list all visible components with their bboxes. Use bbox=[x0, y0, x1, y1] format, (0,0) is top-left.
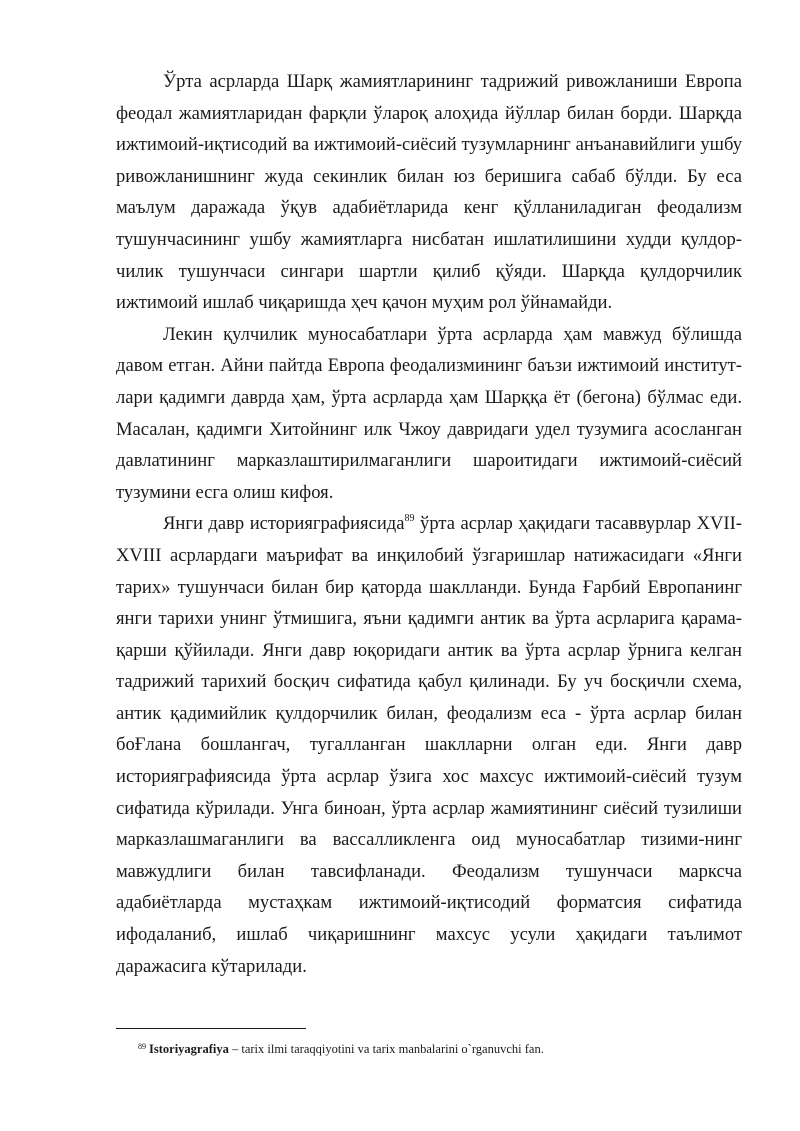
footnote-reference[interactable]: 89 bbox=[404, 513, 415, 525]
paragraph-3 bbox=[116, 508, 742, 982]
paragraph-3-rest: ўрта асрлар ҳақидаги тасаввурлар XVII-XVIII асрлардаги маърифат ва инқилобий ўзгаришлар натижасидаги «Янги тарих» тушунчаси билан бир қаторда шаклланди. Бунда Ғарбий Европанинг янги тарихи унинг ўтмишига, яъни қадимги антик ва ўрта асрларига қарама-қарши қўйилади. Янги давр юқоридаги антик ва ўрта асрлар ўрнига келган тадрижий тарихий босқич сифатида қабул қилинади. Бу уч босқичли схема, антик қадимийлик қулдорчилик билан, феодализм еса - ўрта асрлар билан боҒлана бошлангач, тугалланган шаклларни олган еди. Янги давр историяграфиясида ўрта асрлар ўзига хос махсус ижтимоий-сиёсий тузум сифатида кўрилади. Унга биноан, ўрта асрлар жамиятининг сиёсий тузилиши марказлашмаганлиги ва вассалликленга оид муносабатлар тизими-нинг мавжудлиги билан тавсифланади. Феодализм тушунчаси марксча адабиётларда мустаҳкам ижтимоий-иқтисодий форматсия сифатида ифодаланиб, ишлаб чиқаришнинг махсус усули ҳақидаги таълимот даражасига кўтарилади. bbox=[116, 513, 743, 977]
paragraph-1: Ўрта асрларда Шарқ жамиятларининг тадрижий ривожланиши Европа феодал жамиятларидан фарқли ўлароқ алоҳида йўллар билан борди. Шарқда ижтимоий-иқтисодий ва ижтимоий-сиёсий тузумларнинг анъанавийлиги ушбу ривожланишнинг жуда секинлик билан юз беришига сабаб бўлди. Бу еса маълум даражада ўқув адабиётларида кенг қўлланиладиган феодализм тушунчасининг ушбу жамиятларга нисбатан ишлатилишини худди қулдор-чилик тушунчаси сингари шартли қилиб қўяди. Шарқда қулдорчилик ижтимоий ишлаб чиқаришда ҳеч қачон муҳим рол ўйнамайди. bbox=[116, 71, 742, 314]
footnote-text: – tarix ilmi taraqqiyotini va tarix manbalarini o`rganuvchi fan. bbox=[228, 1042, 544, 1056]
body-text bbox=[116, 66, 742, 982]
paragraph-3-start: Янги давр историяграфиясида bbox=[163, 513, 405, 535]
footnote-separator bbox=[116, 1028, 306, 1029]
footnote bbox=[138, 1039, 738, 1057]
paragraph-2: Лекин қулчилик муносабатлари ўрта асрларда ҳам мавжуд бўлишда давом етган. Айни пайтда Европа феодализмининг баъзи ижтимоий институт-лари қадимги даврда ҳам, ўрта асрларда ҳам Шарққа ёт (бегона) бўлмас еди. Масалан, қадимги Хитойнинг илк Чжоу давридаги удел тузумига асосланган давлатининг марказлаштирилмаганлиги шароитидаги ижтимоий-сиёсий тузумини есга олиш кифоя. bbox=[116, 323, 742, 503]
footnote-marker: 89 bbox=[138, 1042, 146, 1051]
footnote-term: Istoriyagrafiya bbox=[149, 1042, 229, 1056]
